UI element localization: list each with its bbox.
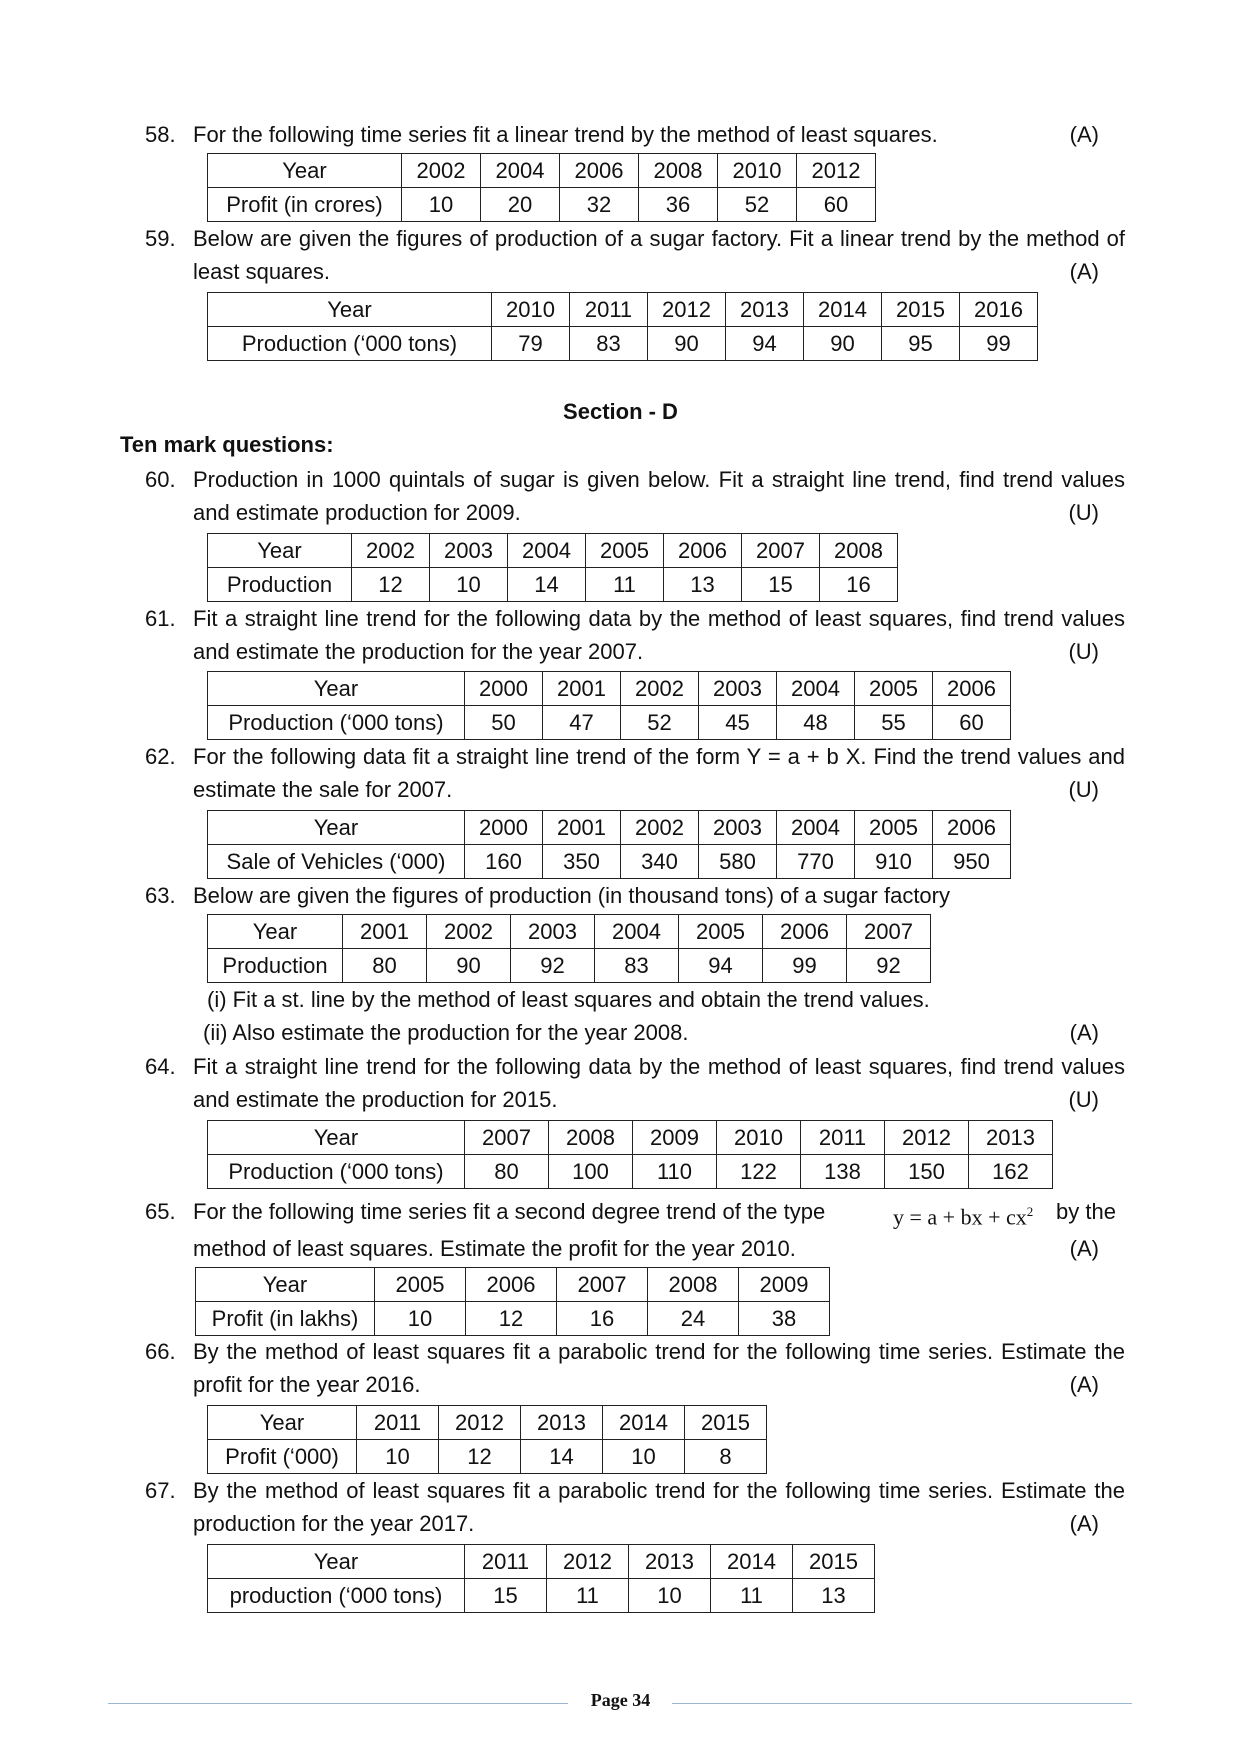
table-cell: 12 — [439, 1440, 521, 1474]
page-number: Page 34 — [590, 1690, 651, 1710]
table-cell: 2006 — [466, 1268, 557, 1302]
table-row — [208, 188, 876, 222]
difficulty-tag: (A) — [1069, 1236, 1099, 1261]
table-cell: Profit (in lakhs) — [196, 1302, 375, 1336]
table-cell: 770 — [777, 845, 855, 879]
table-cell: 11 — [711, 1579, 793, 1613]
table-cell: 10 — [402, 188, 481, 222]
question-number: 60. — [145, 467, 176, 492]
table-cell: 94 — [679, 949, 763, 983]
table-cell: 2002 — [402, 154, 481, 188]
table-cell: 2014 — [804, 293, 882, 327]
table-cell: 2012 — [547, 1545, 629, 1579]
table-cell: 2012 — [885, 1121, 969, 1155]
table-cell: 2005 — [586, 534, 664, 568]
table-cell: 2013 — [629, 1545, 711, 1579]
table-cell: 150 — [885, 1155, 969, 1189]
table-cell: 24 — [648, 1302, 739, 1336]
table-cell: 2008 — [639, 154, 718, 188]
table-cell: 2005 — [375, 1268, 466, 1302]
table-cell: 10 — [629, 1579, 711, 1613]
table-header-row — [208, 811, 1011, 845]
table-cell: 2015 — [882, 293, 960, 327]
difficulty-tag: (U) — [1068, 1087, 1099, 1112]
table-cell: 60 — [797, 188, 876, 222]
difficulty-tag: (A) — [1069, 1020, 1099, 1045]
table-cell: 2007 — [557, 1268, 648, 1302]
table-cell: Profit (‘000) — [208, 1440, 357, 1474]
difficulty-tag: (A) — [1069, 259, 1099, 284]
data-table — [195, 1267, 830, 1336]
table-cell: 2013 — [521, 1406, 603, 1440]
table-cell: 2005 — [855, 672, 933, 706]
subpart-ii: (ii) Also estimate the production for the year 2008. — [203, 1020, 689, 1045]
table-cell: 110 — [633, 1155, 717, 1189]
table-cell: 2014 — [711, 1545, 793, 1579]
table-cell: 2012 — [797, 154, 876, 188]
table-cell: 2010 — [718, 154, 797, 188]
table-cell: 2006 — [763, 915, 847, 949]
question-text: Fit a straight line trend for the following data by the method of least squares, find trend values and estimate the production for 2015. — [193, 1054, 1125, 1112]
table-header-row — [196, 1268, 830, 1302]
table-row — [208, 568, 898, 602]
table-cell: 2011 — [357, 1406, 439, 1440]
subpart-i: (i) Fit a st. line by the method of least squares and obtain the trend values. — [207, 987, 930, 1012]
table-cell: 350 — [543, 845, 621, 879]
table-cell: 50 — [465, 706, 543, 740]
question-text: For the following data fit a straight line trend of the form Y = a + b X. Find the trend values and estimate the sale for 2007. — [193, 744, 1125, 802]
difficulty-tag: (U) — [1068, 777, 1099, 802]
data-table — [207, 914, 931, 983]
table-header-row — [208, 534, 898, 568]
table-cell: 2001 — [543, 672, 621, 706]
table-cell: 15 — [465, 1579, 547, 1613]
difficulty-tag: (U) — [1068, 639, 1099, 664]
table-cell: 2003 — [430, 534, 508, 568]
table-cell: 2007 — [465, 1121, 549, 1155]
data-table — [207, 1120, 1053, 1189]
ten-mark-heading: Ten mark questions: — [120, 432, 334, 457]
table-cell: Year — [208, 1545, 465, 1579]
table-cell: 13 — [793, 1579, 875, 1613]
table-cell: 160 — [465, 845, 543, 879]
question-text: By the method of least squares fit a parabolic trend for the following time series. Estimate the production for the year 2017. — [193, 1478, 1125, 1536]
table-cell: 2006 — [933, 811, 1011, 845]
table-cell: 950 — [933, 845, 1011, 879]
question-text: For the following time series fit a linear trend by the method of least squares. — [193, 122, 938, 147]
table-cell: 94 — [726, 327, 804, 361]
table-cell: 910 — [855, 845, 933, 879]
table-cell: 2009 — [633, 1121, 717, 1155]
table-cell: 2012 — [439, 1406, 521, 1440]
table-row — [208, 1155, 1053, 1189]
table-cell: 47 — [543, 706, 621, 740]
table-cell: 10 — [357, 1440, 439, 1474]
table-cell: 95 — [882, 327, 960, 361]
table-header-row — [208, 672, 1011, 706]
question-number: 61. — [145, 606, 176, 631]
difficulty-tag: (A) — [1069, 1372, 1099, 1397]
question-number: 59. — [145, 226, 176, 251]
question-number: 58. — [145, 122, 176, 147]
table-cell: 2004 — [777, 672, 855, 706]
table-cell: 2002 — [352, 534, 430, 568]
table-cell: 60 — [933, 706, 1011, 740]
table-cell: Production — [208, 568, 352, 602]
table-cell: Year — [208, 672, 465, 706]
table-cell: 2004 — [481, 154, 560, 188]
data-table — [207, 292, 1038, 361]
table-cell: 90 — [427, 949, 511, 983]
question-text: Production in 1000 quintals of sugar is given below. Fit a straight line trend, find trend values and estimate production for 2009. — [193, 467, 1125, 525]
table-cell: 2013 — [726, 293, 804, 327]
table-cell: 92 — [847, 949, 931, 983]
table-cell: Sale of Vehicles (‘000) — [208, 845, 465, 879]
table-cell: Year — [208, 1121, 465, 1155]
table-cell: 2011 — [801, 1121, 885, 1155]
table-cell: 340 — [621, 845, 699, 879]
table-cell: 2010 — [492, 293, 570, 327]
table-cell: 45 — [699, 706, 777, 740]
table-cell: 2008 — [648, 1268, 739, 1302]
table-cell: 100 — [549, 1155, 633, 1189]
table-cell: 2001 — [343, 915, 427, 949]
table-cell: 99 — [763, 949, 847, 983]
table-cell: 2003 — [699, 811, 777, 845]
table-cell: 2006 — [933, 672, 1011, 706]
formula: y = a + bx + $cx^2$ — [893, 1204, 1034, 1230]
data-table — [207, 533, 898, 602]
table-cell: 2007 — [742, 534, 820, 568]
table-cell: 16 — [820, 568, 898, 602]
table-cell: Production — [208, 949, 343, 983]
table-cell: Year — [208, 1406, 357, 1440]
question-number: 62. — [145, 744, 176, 769]
question-text: method of least squares. Estimate the profit for the year 2010. — [193, 1236, 796, 1261]
data-table — [207, 810, 1011, 879]
table-cell: Production (‘000 tons) — [208, 327, 492, 361]
table-header-row — [208, 1545, 875, 1579]
table-cell: 2003 — [511, 915, 595, 949]
table-cell: Year — [208, 915, 343, 949]
table-cell: Profit (in crores) — [208, 188, 402, 222]
table-row — [208, 1579, 875, 1613]
difficulty-tag: (A) — [1069, 122, 1099, 147]
table-row — [208, 327, 1038, 361]
table-cell: 2001 — [543, 811, 621, 845]
table-cell: Year — [208, 154, 402, 188]
section-title: Section - D — [563, 399, 678, 424]
table-cell: 48 — [777, 706, 855, 740]
table-cell: 99 — [960, 327, 1038, 361]
data-table — [207, 1405, 767, 1474]
table-cell: 38 — [739, 1302, 830, 1336]
table-cell: Production (‘000 tons) — [208, 706, 465, 740]
table-cell: 16 — [557, 1302, 648, 1336]
table-cell: 14 — [508, 568, 586, 602]
table-cell: 2000 — [465, 811, 543, 845]
table-cell: 2007 — [847, 915, 931, 949]
table-cell: 2002 — [621, 672, 699, 706]
table-cell: 2004 — [508, 534, 586, 568]
table-cell: 12 — [466, 1302, 557, 1336]
table-cell: Year — [208, 534, 352, 568]
table-cell: Year — [208, 293, 492, 327]
difficulty-tag: (A) — [1069, 1511, 1099, 1536]
table-cell: 32 — [560, 188, 639, 222]
question-text: Below are given the figures of production (in thousand tons) of a sugar factory — [193, 883, 950, 908]
table-header-row — [208, 154, 876, 188]
table-cell: 10 — [603, 1440, 685, 1474]
table-row — [208, 845, 1011, 879]
question-number: 67. — [145, 1478, 176, 1503]
table-cell: 12 — [352, 568, 430, 602]
table-cell: production (‘000 tons) — [208, 1579, 465, 1613]
question-text: By the method of least squares fit a parabolic trend for the following time series. Estimate the profit for the year 2016. — [193, 1339, 1125, 1397]
table-header-row — [208, 1406, 767, 1440]
table-cell: 2003 — [699, 672, 777, 706]
table-cell: Year — [196, 1268, 375, 1302]
table-cell: 83 — [595, 949, 679, 983]
table-cell: 580 — [699, 845, 777, 879]
table-cell: 2013 — [969, 1121, 1053, 1155]
table-cell: 2008 — [549, 1121, 633, 1155]
question-number: 66. — [145, 1339, 176, 1364]
table-cell: 2006 — [664, 534, 742, 568]
table-cell: 2008 — [820, 534, 898, 568]
table-cell: 2015 — [793, 1545, 875, 1579]
table-cell: 79 — [492, 327, 570, 361]
table-header-row — [208, 915, 931, 949]
table-cell: 2005 — [855, 811, 933, 845]
table-cell: 8 — [685, 1440, 767, 1474]
table-cell: 2005 — [679, 915, 763, 949]
table-cell: 83 — [570, 327, 648, 361]
table-cell: 2006 — [560, 154, 639, 188]
question-text: For the following time series fit a second degree trend of the type — [193, 1199, 826, 1224]
table-cell: 2012 — [648, 293, 726, 327]
table-row — [196, 1302, 830, 1336]
difficulty-tag: (U) — [1068, 500, 1099, 525]
table-cell: 90 — [804, 327, 882, 361]
table-cell: Year — [208, 811, 465, 845]
table-cell: 2002 — [621, 811, 699, 845]
data-table — [207, 671, 1011, 740]
data-table — [207, 153, 876, 222]
table-cell: 80 — [343, 949, 427, 983]
table-cell: 2002 — [427, 915, 511, 949]
table-row — [208, 1440, 767, 1474]
table-cell: 138 — [801, 1155, 885, 1189]
table-cell: Production (‘000 tons) — [208, 1155, 465, 1189]
table-cell: 55 — [855, 706, 933, 740]
table-cell: 90 — [648, 327, 726, 361]
table-cell: 162 — [969, 1155, 1053, 1189]
question-text-tail: by the — [1056, 1199, 1116, 1224]
table-cell: 52 — [718, 188, 797, 222]
table-cell: 2014 — [603, 1406, 685, 1440]
question-number: 64. — [145, 1054, 176, 1079]
table-cell: 2004 — [777, 811, 855, 845]
table-cell: 10 — [375, 1302, 466, 1336]
table-row — [208, 706, 1011, 740]
table-cell: 2009 — [739, 1268, 830, 1302]
table-cell: 2015 — [685, 1406, 767, 1440]
question-text: Fit a straight line trend for the following data by the method of least squares, find trend values and estimate the production for the year 2007. — [193, 606, 1125, 664]
table-cell: 13 — [664, 568, 742, 602]
table-cell: 11 — [586, 568, 664, 602]
table-header-row — [208, 293, 1038, 327]
table-cell: 2011 — [570, 293, 648, 327]
table-cell: 15 — [742, 568, 820, 602]
table-cell: 36 — [639, 188, 718, 222]
table-cell: 14 — [521, 1440, 603, 1474]
question-text: Below are given the figures of production of a sugar factory. Fit a linear trend by the method of least squares. — [193, 226, 1125, 284]
table-cell: 2000 — [465, 672, 543, 706]
table-cell: 80 — [465, 1155, 549, 1189]
table-cell: 11 — [547, 1579, 629, 1613]
question-number: 65. — [145, 1199, 176, 1224]
table-cell: 10 — [430, 568, 508, 602]
question-number: 63. — [145, 883, 176, 908]
table-cell: 2010 — [717, 1121, 801, 1155]
table-cell: 2011 — [465, 1545, 547, 1579]
table-cell: 122 — [717, 1155, 801, 1189]
table-cell: 2004 — [595, 915, 679, 949]
table-cell: 92 — [511, 949, 595, 983]
table-cell: 2016 — [960, 293, 1038, 327]
table-cell: 52 — [621, 706, 699, 740]
table-cell: 20 — [481, 188, 560, 222]
table-header-row — [208, 1121, 1053, 1155]
data-table — [207, 1544, 875, 1613]
table-row — [208, 949, 931, 983]
